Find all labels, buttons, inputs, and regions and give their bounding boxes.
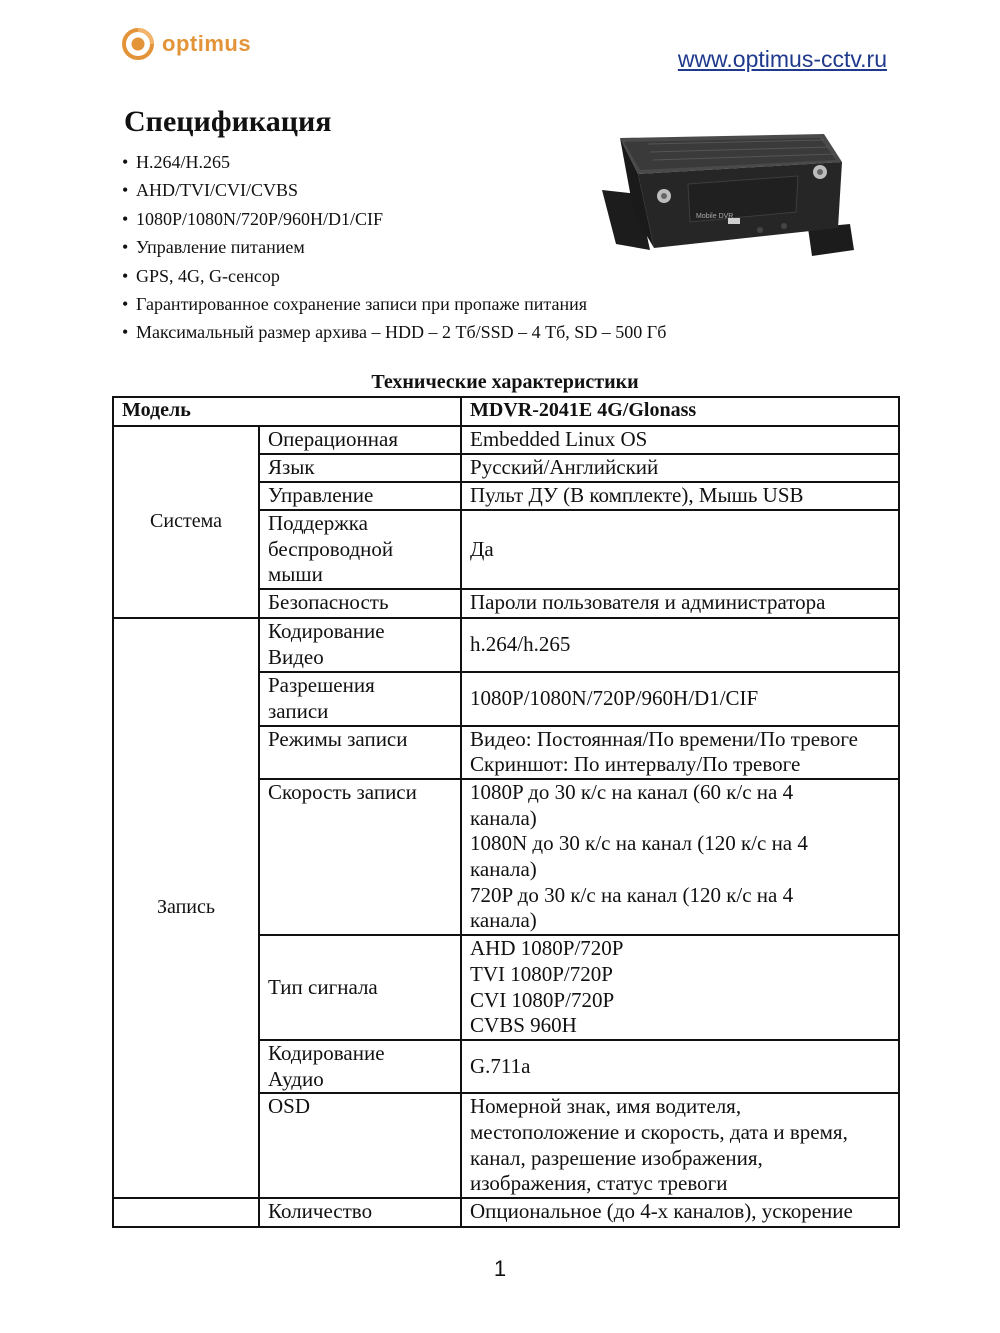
product-image-mobile-dvr <box>598 132 860 266</box>
feature-item: • 1080P/1080N/720P/960H/D1/CIF <box>122 205 666 233</box>
param-cell: Количество <box>259 1198 461 1227</box>
table-row <box>113 426 899 454</box>
value-cell: Номерной знак, имя водителя, местоположение и скорость, дата и время, канал, разрешение изображения, изображения, статус тревоги <box>461 1093 899 1198</box>
bullet-icon: • <box>122 322 129 343</box>
param-cell: Поддержка беспроводной мыши <box>259 510 461 589</box>
table-row <box>113 1198 899 1227</box>
value-cell: AHD 1080P/720P TVI 1080P/720P CVI 1080P/720P CVBS 960H <box>461 935 899 1040</box>
feature-item: • AHD/TVI/CVI/CVBS <box>122 176 666 204</box>
group-label-record: Запись <box>113 618 259 1198</box>
feature-item: • Максимальный размер архива – HDD – 2 Тб/SSD – 4 Тб, SD – 500 Гб <box>122 318 666 346</box>
feature-item: • GPS, 4G, G-сенсор <box>122 262 666 290</box>
spec-title: Спецификация <box>124 105 332 138</box>
value-cell: Пульт ДУ (В комплекте), Мышь USB <box>461 482 899 510</box>
optimus-logo <box>122 28 251 60</box>
value-cell: G.711a <box>461 1040 899 1093</box>
feature-list <box>122 148 666 347</box>
value-cell: 1080P/1080N/720P/960H/D1/CIF <box>461 672 899 725</box>
feature-item: • Управление питанием <box>122 233 666 261</box>
table-row <box>113 618 899 672</box>
param-cell: Кодирование Аудио <box>259 1040 461 1093</box>
table-caption: Технические характеристики <box>371 371 639 393</box>
param-cell: Язык <box>259 454 461 482</box>
value-cell: Embedded Linux OS <box>461 426 899 454</box>
product-label: Mobile DVR <box>696 213 734 220</box>
param-cell: Тип сигнала <box>259 935 461 1040</box>
value-cell: Видео: Постоянная/По времени/По тревоге Скриншот: По интервалу/По тревоге <box>461 726 899 779</box>
feature-item: • Гарантированное сохранение записи при пропаже питания <box>122 290 666 318</box>
param-cell: Безопасность <box>259 589 461 618</box>
value-cell: h.264/h.265 <box>461 618 899 672</box>
param-cell: Операционная <box>259 426 461 454</box>
bullet-icon: • <box>122 265 129 286</box>
logo-text: optimus <box>162 31 252 56</box>
param-cell: Режимы записи <box>259 726 461 779</box>
bullet-icon: • <box>122 237 129 258</box>
param-cell: Скорость записи <box>259 779 461 935</box>
value-cell: Пароли пользователя и администратора <box>461 589 899 618</box>
feature-item: • H.264/H.265 <box>122 148 666 176</box>
param-cell: Кодирование Видео <box>259 618 461 672</box>
bullet-icon: • <box>122 293 129 314</box>
param-cell: Разрешения записи <box>259 672 461 725</box>
group-cell-empty <box>113 1198 259 1227</box>
bullet-icon: • <box>122 208 129 229</box>
value-cell: Опциональное (до 4-х каналов), ускорение <box>461 1198 899 1227</box>
value-cell: Русский/Английский <box>461 454 899 482</box>
model-label: Модель <box>113 397 461 426</box>
site-url-link[interactable]: www.optimus-cctv.ru <box>677 46 887 72</box>
page-number: 1 <box>493 1256 507 1281</box>
optimus-logo-icon <box>122 28 154 60</box>
param-cell: OSD <box>259 1093 461 1198</box>
model-value: MDVR-2041E 4G/Glonass <box>461 397 899 426</box>
group-label-system: Система <box>113 426 259 618</box>
spec-table <box>112 396 900 1228</box>
param-cell: Управление <box>259 482 461 510</box>
bullet-icon: • <box>122 152 129 172</box>
value-cell: 1080P до 30 к/с на канал (60 к/с на 4 канала) 1080N до 30 к/с на канал (120 к/с на 4 канала) 720P до 30 к/с на канал (120 к/с на 4 канала) <box>461 779 899 935</box>
table-row <box>113 397 899 426</box>
value-cell: Да <box>461 510 899 589</box>
bullet-icon: • <box>122 180 129 201</box>
